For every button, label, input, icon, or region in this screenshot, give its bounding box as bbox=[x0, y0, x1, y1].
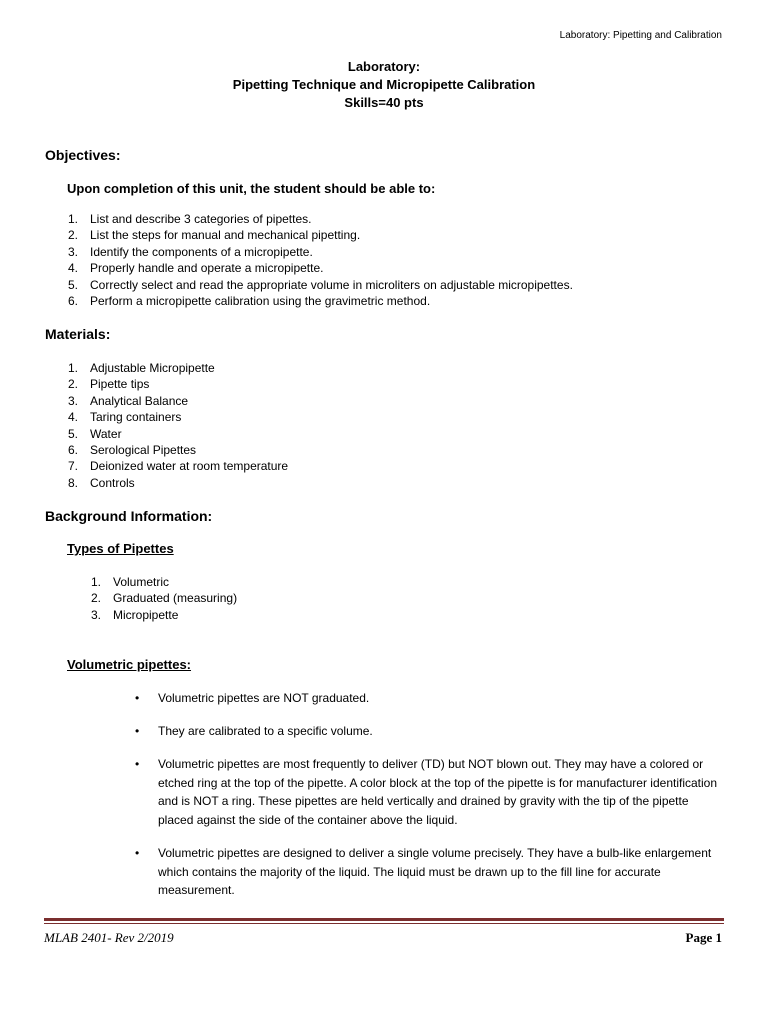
pipette-types-list bbox=[91, 574, 237, 623]
footer-page-number: Page 1 bbox=[685, 930, 722, 945]
running-header: Laboratory: Pipetting and Calibration bbox=[559, 30, 722, 41]
title-line-3: Skills=40 pts bbox=[344, 95, 424, 110]
list-item: 1. List and describe 3 categories of pipettes. bbox=[68, 212, 312, 226]
volumetric-bullets bbox=[135, 844, 725, 900]
list-item: 5. Correctly select and read the appropriate volume in microliters on adjustable micropipettes. bbox=[68, 277, 573, 292]
list-item: 3. Micropipette bbox=[91, 607, 179, 622]
document-title bbox=[0, 58, 768, 112]
list-item: 2. Graduated (measuring) bbox=[91, 591, 238, 606]
bullet-icon: • bbox=[135, 691, 140, 705]
title-line-1: Laboratory: bbox=[347, 59, 421, 74]
objectives-heading: Objectives: bbox=[45, 147, 121, 163]
title-line-2: Pipetting Technique and Micropipette Calibration bbox=[232, 77, 536, 92]
list-item: • Volumetric pipettes are NOT graduated. bbox=[135, 689, 725, 708]
volumetric-bullets bbox=[135, 722, 725, 741]
volumetric-bullets bbox=[135, 755, 725, 829]
list-item: 6. Perform a micropipette calibration using the gravimetric method. bbox=[68, 294, 431, 309]
list-item: 3. Analytical Balance bbox=[68, 393, 189, 408]
list-item: • Volumetric pipettes are designed to deliver a single volume precisely. They have a bulb-like enlargement which contains the majority of the liquid. The liquid must be drawn up to the fill line for accurate measurement. bbox=[135, 846, 712, 897]
list-item: 4. Taring containers bbox=[68, 410, 182, 425]
list-item: 4. Properly handle and operate a micropipette. bbox=[68, 261, 324, 276]
list-item: 8. Controls bbox=[68, 475, 135, 490]
volumetric-pipettes-heading: Volumetric pipettes: bbox=[67, 657, 192, 672]
bullet-icon: • bbox=[135, 757, 140, 771]
list-item: 5. Water bbox=[68, 426, 122, 441]
types-of-pipettes-heading: Types of Pipettes bbox=[67, 541, 174, 556]
list-item: 2. List the steps for manual and mechanical pipetting. bbox=[68, 228, 361, 243]
objectives-list bbox=[68, 211, 573, 309]
bullet-icon: • bbox=[135, 724, 140, 738]
background-heading: Background Information: bbox=[45, 508, 213, 524]
bullet-icon: • bbox=[135, 846, 140, 860]
list-item: • They are calibrated to a specific volume. bbox=[135, 722, 725, 741]
footer-rule bbox=[44, 918, 724, 924]
list-item: 2. Pipette tips bbox=[68, 377, 150, 392]
footer-course-code: MLAB 2401- Rev 2/2019 bbox=[44, 930, 174, 945]
list-item: 1. Volumetric bbox=[91, 575, 170, 589]
list-item: • Volumetric pipettes are most frequently to deliver (TD) but NOT blown out. They may have a colored or etched ring at the top of the pipette. A color block at the top of the pipette is for manufacturer identification and is NOT a ring. These pipettes are held vertically and drained by gravity with the tip of the pipette placed against the side of the container above the liquid. bbox=[135, 757, 718, 827]
volumetric-bullets bbox=[135, 689, 725, 708]
list-item: 7. Deionized water at room temperature bbox=[68, 459, 289, 474]
list-item: 1. Adjustable Micropipette bbox=[68, 361, 215, 375]
materials-heading: Materials: bbox=[45, 326, 111, 342]
materials-list bbox=[68, 360, 288, 491]
objectives-intro: Upon completion of this unit, the student should be able to: bbox=[67, 181, 436, 196]
list-item: 6. Serological Pipettes bbox=[68, 443, 197, 458]
list-item: 3. Identify the components of a micropipette. bbox=[68, 244, 313, 259]
